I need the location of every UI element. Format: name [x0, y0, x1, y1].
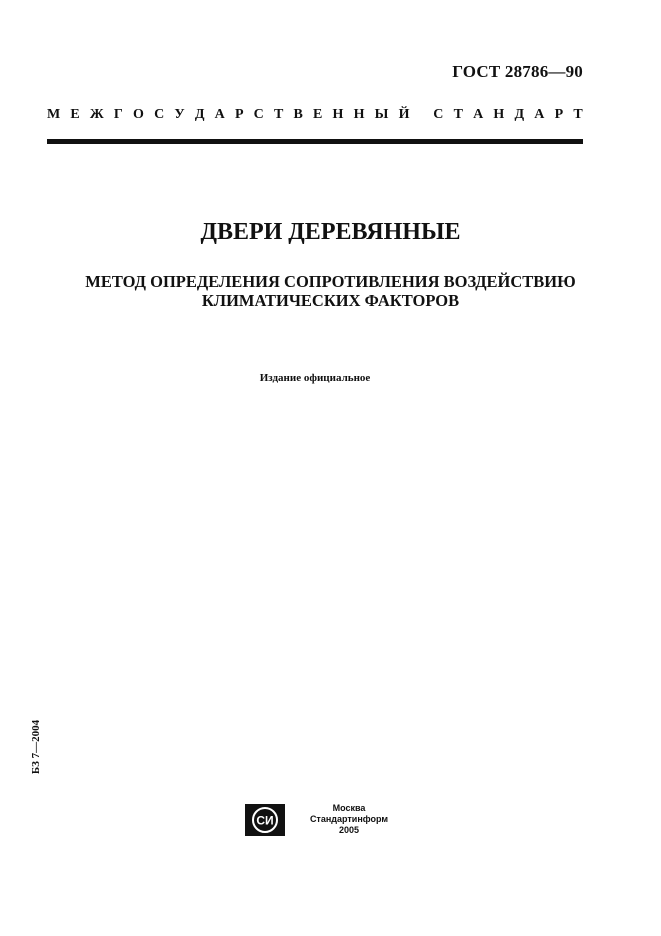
standard-type-letter: О — [133, 107, 144, 122]
standard-type-letter: Н — [353, 107, 365, 122]
standard-type-letter: Д — [514, 107, 525, 122]
standard-type-letter: У — [174, 107, 185, 122]
standard-type-letter: Т — [273, 107, 284, 122]
standard-type-letter: Н — [493, 107, 505, 122]
logo-letters: СИ — [256, 813, 274, 828]
standard-type-letter: А — [473, 107, 484, 122]
standard-type-letter: Й — [398, 107, 410, 122]
publisher-name: Стандартинформ — [309, 814, 389, 824]
standard-type-letter: Е — [70, 107, 80, 122]
standard-type-letter: А — [214, 107, 225, 122]
standard-type-letter: С — [154, 107, 165, 122]
gost-number: ГОСТ 28786—90 — [452, 62, 583, 81]
standard-type-letter: М — [47, 107, 61, 122]
standard-type-letter: В — [293, 107, 303, 122]
standard-type-letter: Р — [554, 107, 564, 122]
side-code: БЗ 7—2004 — [30, 719, 42, 775]
standard-type-letter: Г — [113, 107, 123, 122]
standard-type-letter: Н — [332, 107, 344, 122]
publisher-city: Москва — [332, 803, 366, 813]
standard-type-letter: С — [433, 107, 444, 122]
standard-type-letter: Ы — [374, 107, 389, 122]
standard-type-letter: Д — [194, 107, 205, 122]
standard-type-word-gap — [420, 107, 424, 123]
subtitle-line-2: КЛИМАТИЧЕСКИХ ФАКТОРОВ — [201, 291, 460, 310]
document-title: ДВЕРИ ДЕРЕВЯННЫЕ — [200, 219, 461, 245]
standartinform-logo-icon — [244, 803, 286, 837]
standard-type-heading — [47, 107, 583, 123]
standard-type-letter: Т — [453, 107, 463, 122]
standard-type-letter: Ж — [89, 107, 104, 122]
document-subtitle — [40, 272, 621, 310]
standard-type-letter: С — [253, 107, 264, 122]
standard-type-letter: А — [534, 107, 545, 122]
subtitle-line-1: МЕТОД ОПРЕДЕЛЕНИЯ СОПРОТИВЛЕНИЯ ВОЗДЕЙСТВИЮ — [85, 272, 576, 291]
edition-label: Издание официальное — [259, 372, 371, 384]
publisher-year: 2005 — [338, 825, 360, 835]
standard-type-letter: Е — [313, 107, 323, 122]
publisher-block — [308, 803, 390, 836]
header-divider — [47, 139, 583, 144]
standard-type-letter: Р — [234, 107, 244, 122]
standard-type-letter: Т — [573, 107, 583, 122]
